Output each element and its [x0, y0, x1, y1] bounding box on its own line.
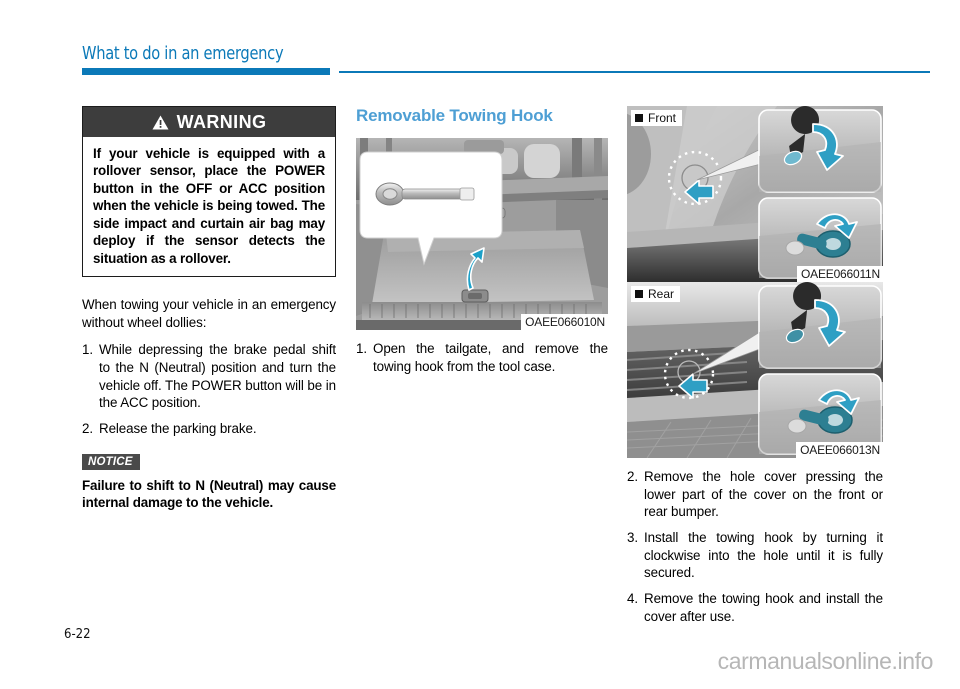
list-item: [82, 341, 336, 412]
notice-badge: NOTICE: [82, 454, 140, 470]
list-item: [627, 529, 883, 582]
right-steps-list: [627, 468, 883, 626]
list-item: [627, 590, 883, 625]
page-header: [0, 0, 960, 86]
right-column: [627, 106, 883, 634]
front-bumper-hole-cover-photo: [627, 106, 883, 282]
cargo-area-figure: [356, 138, 608, 330]
figure-caption: OAEE066013N: [796, 442, 883, 458]
rear-bumper-figure: [627, 282, 883, 458]
list-item: [356, 340, 608, 375]
warning-body-text: If your vehicle is equipped with a rollover sensor, place the POWER button in the OFF or ACC position when the vehicle is being towed. The side impact and curtain air bag may deploy if the sensor detects the situation as a rollover.: [93, 146, 325, 266]
step-text: While depressing the brake pedal shift to the N (Neutral) position and turn the vehicle off. The POWER button will be in the ACC position.: [99, 342, 336, 411]
towing-intro-text: When towing your vehicle in an emergency without wheel dollies:: [82, 296, 336, 330]
left-column: [82, 106, 336, 512]
warning-label: WARNING: [176, 111, 267, 132]
warning-box: [82, 106, 336, 277]
header-rule-thin: [339, 71, 930, 73]
header-rule-thick: [82, 68, 330, 75]
figure-tag-front: Front: [631, 110, 682, 126]
step-text: Remove the hole cover pressing the lower part of the cover on the front or rear bumper.: [644, 469, 883, 520]
page-title: What to do in an emergency: [82, 44, 284, 64]
step-number: 2.: [82, 421, 93, 437]
figure-tag-rear: Rear: [631, 286, 680, 302]
warning-triangle-icon: [152, 115, 169, 130]
step-text: Open the tailgate, and remove the towing hook from the tool case.: [373, 341, 608, 374]
notice-block: [82, 452, 336, 512]
step-text: Remove the towing hook and install the cover after use.: [644, 591, 883, 624]
cargo-area-tool-case-photo: [356, 138, 608, 330]
step-number: 2.: [627, 469, 638, 484]
step-number: 3.: [627, 530, 638, 546]
figure-caption: OAEE066011N: [797, 266, 883, 282]
site-watermark: carmanualsonline.info: [717, 648, 933, 674]
step-text: Release the parking brake.: [99, 421, 257, 437]
warning-header: [83, 107, 335, 137]
list-item: [82, 420, 336, 438]
notice-body-text: Failure to shift to N (Neutral) may cause internal damage to the vehicle.: [82, 477, 336, 511]
step-number: 1.: [82, 342, 93, 358]
step-number: 1.: [356, 341, 367, 356]
step-text: Install the towing hook by turning it clockwise into the hole until it is fully secured.: [644, 530, 883, 581]
page-number: 6-22: [64, 627, 91, 642]
section-heading-removable-towing-hook: Removable Towing Hook: [356, 106, 553, 125]
middle-steps-list: [356, 340, 608, 375]
middle-column: [356, 106, 608, 383]
figure-caption: OAEE066010N: [521, 314, 608, 330]
list-item: [627, 468, 883, 521]
step-number: 4.: [627, 591, 638, 607]
front-bumper-figure: [627, 106, 883, 282]
rear-bumper-hole-cover-photo: [627, 282, 883, 458]
left-steps-list: [82, 341, 336, 437]
